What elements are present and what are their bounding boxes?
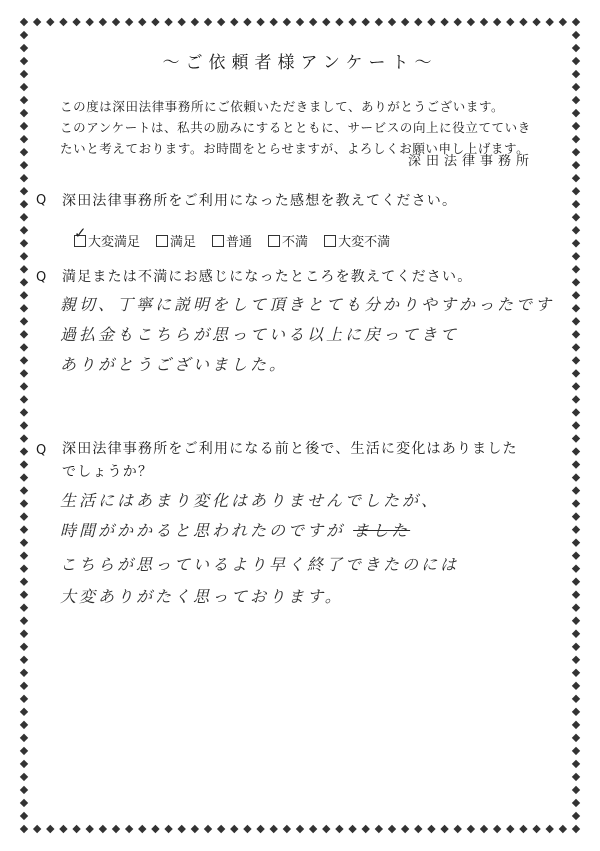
border-diamond [270, 825, 278, 833]
border-diamond [572, 226, 580, 234]
border-diamond [572, 447, 580, 455]
border-diamond [20, 630, 28, 638]
border-diamond [296, 18, 304, 26]
page-title: 〜ご依頼者様アンケート〜 [162, 53, 438, 73]
border-diamond [20, 538, 28, 546]
border-diamond [572, 252, 580, 260]
border-diamond [532, 825, 540, 833]
question-marker: Q [36, 443, 47, 458]
option-very-satisfied[interactable] [74, 223, 141, 250]
border-diamond [20, 382, 28, 390]
border-diamond [559, 825, 567, 833]
question-3-line: 深田法律事務所をご利用になる前と後で、生活に変化はありました [62, 441, 518, 457]
border-diamond [164, 18, 172, 26]
border-diamond [99, 18, 107, 26]
border-diamond [572, 174, 580, 182]
border-diamond [572, 317, 580, 325]
border-diamond [572, 669, 580, 677]
border-diamond [506, 825, 514, 833]
border-diamond [283, 18, 291, 26]
border-diamond [414, 18, 422, 26]
firm-signature: 深田法律事務所 [407, 154, 534, 169]
border-diamond [20, 174, 28, 182]
border-diamond [532, 18, 540, 26]
satisfaction-options [74, 223, 391, 250]
border-diamond [125, 18, 133, 26]
border-diamond [138, 18, 146, 26]
handwritten-answer-line: 過払金もこちらが思っている以上に戻ってきて [60, 325, 460, 344]
border-diamond [20, 695, 28, 703]
checkbox[interactable] [74, 223, 87, 247]
border-diamond [125, 825, 133, 833]
question-marker: Q [36, 270, 47, 285]
border-diamond [283, 825, 291, 833]
border-diamond [204, 825, 212, 833]
handwritten-text: 時間がかかると思われたのですが [60, 521, 346, 540]
question-2: 満足または不満にお感じになったところを教えてください。 [62, 269, 473, 285]
border-diamond [493, 825, 501, 833]
border-diamond [20, 291, 28, 299]
border-diamond [348, 825, 356, 833]
border-diamond [572, 265, 580, 273]
border-diamond [20, 799, 28, 807]
border-diamond [572, 330, 580, 338]
border-diamond [440, 825, 448, 833]
option-label: 不満 [282, 235, 309, 250]
border-diamond [454, 825, 462, 833]
border-diamond [20, 473, 28, 481]
border-diamond [572, 747, 580, 755]
struck-out-text: ました [353, 521, 411, 540]
border-diamond [20, 356, 28, 364]
option-dissatisfied[interactable] [268, 231, 308, 250]
border-diamond [572, 721, 580, 729]
border-diamond [164, 825, 172, 833]
border-diamond [20, 486, 28, 494]
border-diamond [20, 525, 28, 533]
border-diamond [572, 577, 580, 585]
handwritten-answer-line: こちらが思っているより早く終了できたのには [60, 555, 460, 574]
border-diamond [546, 825, 554, 833]
border-diamond [572, 512, 580, 520]
border-diamond [572, 148, 580, 156]
border-diamond [401, 18, 409, 26]
border-diamond [572, 135, 580, 143]
border-diamond [178, 18, 186, 26]
border-diamond [20, 721, 28, 729]
border-diamond [572, 682, 580, 690]
border-diamond [20, 512, 28, 520]
border-diamond [20, 617, 28, 625]
question-3 [62, 438, 552, 484]
border-diamond [20, 187, 28, 195]
border-diamond [178, 825, 186, 833]
border-diamond [572, 395, 580, 403]
border-diamond [20, 760, 28, 768]
border-diamond [20, 252, 28, 260]
border-diamond [572, 213, 580, 221]
checkbox[interactable] [212, 235, 224, 247]
border-diamond [20, 564, 28, 572]
border-diamond [480, 18, 488, 26]
handwritten-answer-line: ありがとうございました。 [60, 355, 289, 374]
border-diamond [20, 421, 28, 429]
border-diamond [59, 18, 67, 26]
handwritten-answer-line [60, 518, 410, 541]
border-diamond [401, 825, 409, 833]
border-diamond [572, 369, 580, 377]
border-diamond [427, 18, 435, 26]
border-diamond [72, 18, 80, 26]
border-diamond [572, 421, 580, 429]
border-diamond [375, 825, 383, 833]
border-diamond [572, 591, 580, 599]
border-diamond [59, 825, 67, 833]
border-diamond [546, 18, 554, 26]
border-diamond [20, 96, 28, 104]
border-diamond [572, 551, 580, 559]
border-diamond [20, 31, 28, 39]
option-very-dissatisfied[interactable] [324, 231, 390, 250]
border-diamond [572, 773, 580, 781]
border-diamond [572, 825, 580, 833]
border-diamond [20, 330, 28, 338]
intro-line: この度は深田法律事務所にご依頼いただきまして、ありがとうございます。 [60, 99, 505, 114]
border-diamond [20, 265, 28, 273]
option-label: 普通 [226, 235, 253, 250]
border-diamond [72, 825, 80, 833]
border-diamond [572, 734, 580, 742]
border-diamond [256, 825, 264, 833]
handwritten-answer-line: 生活にはあまり変化はありませんでしたが、 [60, 491, 441, 510]
border-diamond [20, 109, 28, 117]
border-diamond [572, 96, 580, 104]
border-diamond [20, 18, 28, 26]
option-label: 満足 [170, 235, 197, 250]
border-diamond [572, 486, 580, 494]
border-diamond [375, 18, 383, 26]
border-diamond [414, 825, 422, 833]
border-diamond [362, 825, 370, 833]
border-diamond [46, 825, 54, 833]
border-diamond [572, 473, 580, 481]
border-diamond [572, 812, 580, 820]
border-diamond [20, 304, 28, 312]
border-diamond [572, 31, 580, 39]
border-diamond [20, 669, 28, 677]
option-label: 大変不満 [338, 235, 391, 250]
border-diamond [480, 825, 488, 833]
border-diamond [572, 643, 580, 651]
border-diamond [112, 825, 120, 833]
border-diamond [572, 122, 580, 130]
border-diamond [572, 161, 580, 169]
border-diamond [20, 447, 28, 455]
option-label: 大変満足 [88, 235, 141, 250]
border-diamond [335, 18, 343, 26]
border-diamond [309, 18, 317, 26]
border-diamond [572, 83, 580, 91]
border-diamond [86, 825, 94, 833]
border-diamond [243, 18, 251, 26]
border-diamond [559, 18, 567, 26]
border-diamond [572, 799, 580, 807]
checkbox[interactable] [156, 235, 168, 247]
border-diamond [427, 825, 435, 833]
border-diamond [20, 656, 28, 664]
border-diamond [20, 161, 28, 169]
checkbox[interactable] [324, 235, 336, 247]
handwritten-answer-line: 大変ありがたく思っております。 [60, 587, 344, 606]
border-diamond [20, 395, 28, 403]
border-diamond [20, 604, 28, 612]
border-diamond [20, 577, 28, 585]
question-1: 深田法律事務所をご利用になった感想を教えてください。 [62, 193, 458, 209]
border-diamond [33, 18, 41, 26]
border-diamond [230, 18, 238, 26]
border-diamond [20, 747, 28, 755]
border-diamond [572, 538, 580, 546]
border-diamond [46, 18, 54, 26]
border-diamond [191, 825, 199, 833]
border-diamond [519, 18, 527, 26]
border-diamond [33, 825, 41, 833]
border-diamond [572, 18, 580, 26]
border-diamond [440, 18, 448, 26]
border-diamond [388, 825, 396, 833]
option-satisfied[interactable] [156, 231, 196, 250]
border-diamond [519, 825, 527, 833]
border-diamond [256, 18, 264, 26]
border-diamond [572, 434, 580, 442]
border-diamond [296, 825, 304, 833]
border-diamond [572, 239, 580, 247]
border-diamond [309, 825, 317, 833]
border-diamond [572, 460, 580, 468]
question-3-line: でしょうか？ [62, 464, 154, 480]
border-diamond [204, 18, 212, 26]
border-diamond [335, 825, 343, 833]
border-diamond [217, 825, 225, 833]
border-diamond [20, 135, 28, 143]
border-diamond [20, 200, 28, 208]
border-diamond [20, 773, 28, 781]
border-diamond [99, 825, 107, 833]
option-neutral[interactable] [212, 231, 252, 250]
intro-line: たいと考えております。お時間をとらせますが、よろしくお願い申し上げます。 [60, 141, 530, 156]
border-diamond [20, 278, 28, 286]
border-diamond [388, 18, 396, 26]
border-diamond [322, 18, 330, 26]
border-diamond [243, 825, 251, 833]
border-diamond [20, 343, 28, 351]
border-diamond [20, 460, 28, 468]
border-diamond [322, 825, 330, 833]
border-diamond [20, 734, 28, 742]
border-diamond [151, 18, 159, 26]
border-diamond [572, 187, 580, 195]
border-diamond [572, 617, 580, 625]
border-diamond [112, 18, 120, 26]
check-mark-icon: ✓ [74, 223, 87, 242]
border-diamond [270, 18, 278, 26]
border-diamond [20, 122, 28, 130]
border-diamond [20, 786, 28, 794]
border-diamond [230, 825, 238, 833]
border-diamond [572, 291, 580, 299]
border-diamond [572, 382, 580, 390]
border-diamond [348, 18, 356, 26]
handwritten-answer-line: 親切、丁寧に説明をして頂きとても分かりやすかったです [60, 295, 555, 314]
border-diamond [362, 18, 370, 26]
border-diamond [572, 656, 580, 664]
border-diamond [217, 18, 225, 26]
border-diamond [20, 369, 28, 377]
border-diamond [572, 499, 580, 507]
border-diamond [20, 591, 28, 599]
border-diamond [572, 200, 580, 208]
intro-line: このアンケートは、私共の励みにするとともに、サービスの向上に役立てていき [60, 120, 531, 135]
border-diamond [572, 109, 580, 117]
border-diamond [20, 643, 28, 651]
border-diamond [572, 695, 580, 703]
border-diamond [20, 812, 28, 820]
border-diamond [20, 317, 28, 325]
border-diamond [572, 564, 580, 572]
border-diamond [572, 630, 580, 638]
border-diamond [572, 708, 580, 716]
border-diamond [20, 825, 28, 833]
border-diamond [20, 83, 28, 91]
border-diamond [572, 525, 580, 533]
border-diamond [572, 304, 580, 312]
border-diamond [151, 825, 159, 833]
border-diamond [572, 356, 580, 364]
border-diamond [20, 682, 28, 690]
border-diamond [572, 278, 580, 286]
border-diamond [467, 825, 475, 833]
border-diamond [20, 708, 28, 716]
border-diamond [20, 434, 28, 442]
border-diamond [138, 825, 146, 833]
border-diamond [20, 551, 28, 559]
border-diamond [20, 226, 28, 234]
question-marker: Q [36, 193, 47, 208]
border-diamond [20, 408, 28, 416]
border-diamond [20, 148, 28, 156]
border-diamond [454, 18, 462, 26]
border-diamond [467, 18, 475, 26]
checkbox[interactable] [268, 235, 280, 247]
border-diamond [191, 18, 199, 26]
border-diamond [493, 18, 501, 26]
border-diamond [572, 786, 580, 794]
border-diamond [20, 239, 28, 247]
border-diamond [572, 760, 580, 768]
border-diamond [506, 18, 514, 26]
border-diamond [572, 408, 580, 416]
border-diamond [20, 499, 28, 507]
border-diamond [572, 604, 580, 612]
border-diamond [20, 213, 28, 221]
border-diamond [86, 18, 94, 26]
border-diamond [572, 343, 580, 351]
